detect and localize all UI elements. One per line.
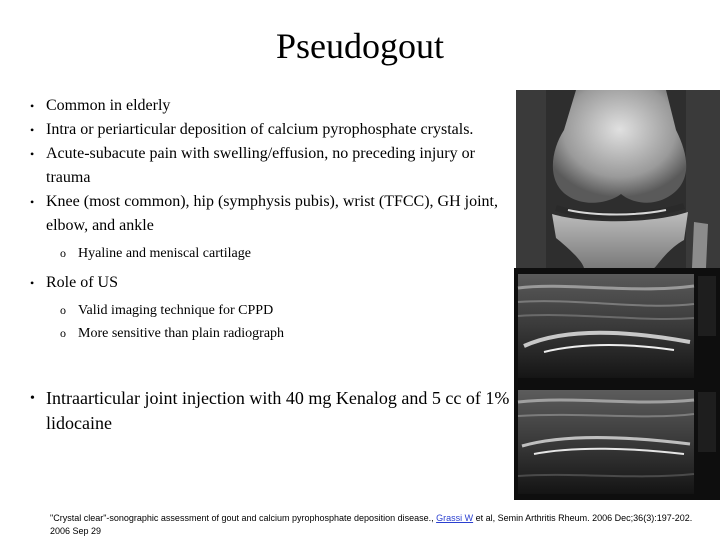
bullet-marker: • (30, 123, 35, 137)
slide-title: Pseudogout (275, 26, 444, 66)
sub-bullet-text: Valid imaging technique for CPPD (78, 303, 274, 318)
sub-bullet-item (30, 242, 510, 265)
author-link[interactable]: Grassi W (436, 513, 474, 523)
bullet-item (30, 271, 510, 295)
bullet-marker: • (30, 391, 35, 406)
bullet-marker: • (30, 99, 35, 113)
reference-text-before: "Crystal clear"-sonographic assessment of gout and calcium pyrophosphate deposition disease., (50, 513, 437, 523)
reference-text-after: et al, Semin Arthritis Rheum. 2006 Dec;36(3):197-202. 2006 Sep 29 (50, 513, 693, 536)
bullet-list (30, 94, 510, 345)
sub-bullet-text: More sensitive than plain radiograph (78, 326, 285, 341)
sub-bullet-item (30, 299, 510, 322)
bullet-item (30, 190, 510, 238)
sub-bullet-item (30, 322, 510, 345)
bullet-text: Knee (most common), hip (symphysis pubis), wrist (TFCC), GH joint, elbow, and ankle (46, 193, 498, 234)
reference-citation (50, 512, 700, 538)
bullet-item (30, 118, 510, 142)
knee-radiograph-image (516, 90, 720, 268)
sub-bullet-marker: o (60, 326, 66, 340)
sub-bullet-text: Hyaline and meniscal cartilage (78, 246, 251, 261)
injection-bullet (30, 386, 536, 436)
bullet-marker: • (30, 147, 35, 161)
ultrasound-image (514, 268, 720, 384)
bullet-text: Intra or periarticular deposition of calcium pyrophosphate crystals. (46, 121, 474, 138)
bullet-item (30, 94, 510, 118)
injection-text: Intraarticular joint injection with 40 mg Kenalog and 5 cc of 1% lidocaine (46, 388, 510, 433)
ultrasound-image (514, 384, 720, 500)
sub-bullet-marker: o (60, 303, 66, 317)
bullet-text: Acute-subacute pain with swelling/effusion, no preceding injury or trauma (46, 145, 475, 186)
sub-bullet-marker: o (60, 246, 66, 260)
bullet-marker: • (30, 276, 35, 290)
bullet-text: Common in elderly (46, 97, 171, 114)
bullet-text: Role of US (46, 274, 118, 291)
bullet-marker: • (30, 195, 35, 209)
bullet-item (30, 142, 510, 190)
